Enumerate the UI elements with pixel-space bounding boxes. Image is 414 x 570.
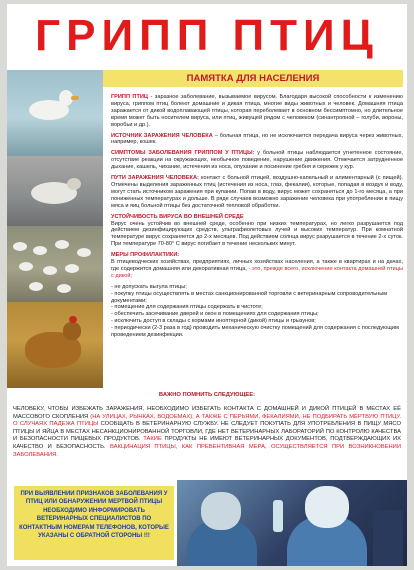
bottom-text-part: ПРОДУКТЫ НЕ ИМЕЮТ ВЕТЕРИНАРНЫХ ДОКУМЕНТОВ, ПОДТВЕРЖДАЮЩИХ ИХ КАЧЕСТВО И БЕЗОПАСНОСТЬ. (13, 436, 401, 450)
photo-lab-workers (177, 480, 407, 566)
bottom-text-part: СООБЩАТЬ В ВЕТЕРИНАРНУЮ СЛУЖБУ. НЕ СЛЕДУЕТ ПОКУПАТЬ ДЛЯ УПОТРЕБЛЕНИЯ В ПИЩУ МЯСО ПТИЦЫ И ЯЙЦА В МЕСТАХ НЕСАНКЦИОНИРОВАННОЙ ТОРГОВЛИ, ГДЕ НЕТ ВЕТЕРИНАРНЫХ ЛАБОРАТОРИЙ ПО КОНТРОЛЮ КАЧЕСТВА И БЕЗОПАСНОСТИ ПИЩЕВЫХ ПРОДУКТОВ. (13, 421, 401, 443)
bottom-text-highlight: ТАКИЕ (143, 436, 162, 443)
prevention-heading: МЕРЫ ПРОФИЛАКТИКИ: (111, 252, 180, 259)
prevention-intro: В птицеводческих хозяйствах, предприятиях, личных хозяйствах населения, а также в квартирах и на дачах, где содержится домашняя или декоративная птица, (111, 259, 403, 272)
prevention-intro-highlight: - это, прежде всего, исключение контакта домашней птицы с дикой; (111, 265, 403, 279)
paragraph-transmission (111, 175, 403, 210)
paragraph-heading: ИСТОЧНИК ЗАРАЖЕНИЯ ЧЕЛОВЕКА (111, 132, 213, 139)
bottom-text (13, 406, 401, 459)
list-item: - не допускать выгула птицы; (111, 283, 187, 290)
paragraph-body: Вирус очень устойчив во внешней среде, особенно при низких температурах, но легко разрушается под действием дезинфицирующих средств, ультрафиолетовых лучей и высоких температур. При комнатной температуре вирус сохраняется до 2-х месяцев. Под действием солнца вирус разрушается в течение 2-х суток. При температуре 70-80° С вирус погибает в течение нескольких минут. (111, 220, 403, 248)
list-item: - исключить доступ в склады с кормами иноптерной (дикой) птицы и грызунов; (111, 318, 316, 325)
list-item: - покупку птицы осуществлять в местах санкционированной торговли с ветеринарным сопроводительным документами; (111, 290, 388, 304)
paragraph-source (111, 133, 403, 147)
list-item: - периодически (2-3 раза в год) проводить механическую очистку помещений для содержания с последующим проведением дезинфекции. (111, 325, 399, 339)
paragraph-prevention (111, 252, 403, 280)
page-title: ГРИПП ПТИЦ (35, 11, 379, 60)
paragraph-body: контакт с больной птицей, воздушно-капельный и алиментарный (с пищей). Отмечены выделения зараженных птиц (истечения из носа, глаз, фекалии), которые, попадая в воздух и воду, могут стать источником заражения при купании. Попав в воду, вирус может сохраняться до 1-го месяца, а при пониженных температурах и дольше. В ряде случаев возможно заражение человека при употреблении в пищу мяса и яиц больной птицы без достаточной тепловой обработки. (111, 175, 403, 209)
paragraph-heading: ПУТИ ЗАРАЖЕНИЯ ЧЕЛОВЕКА: (111, 175, 199, 182)
main-text (111, 94, 403, 339)
paragraph-heading: СИМПТОМЫ ЗАБОЛЕВАНИЯ ГРИППОМ У ПТИЦЫ: (111, 150, 255, 157)
photo-dead-bird (7, 156, 103, 226)
paragraph-definition (111, 94, 403, 129)
paragraph-body: – больная птица, но не исключается передача вируса через животных, например, кошек. (111, 132, 403, 146)
paragraph-resistance (111, 214, 403, 249)
paragraph-symptoms (111, 150, 403, 171)
prevention-list (111, 284, 403, 339)
paragraph-heading: УСТОЙЧИВОСТЬ ВИРУСА ВО ВНЕШНЕЙ СРЕДЕ (111, 213, 244, 220)
notice-box: ПРИ ВЫЯВЛЕНИИ ПРИЗНАКОВ ЗАБОЛЕВАНИЯ У ПТИЦ ИЛИ ОБНАРУЖЕНИИ МЕРТВОЙ ПТИЦЫ НЕОБХОДИМО ИНФОРМИРОВАТЬ ВЕТЕРИНАРНЫХ СПЕЦИАЛИСТОВ ПО КОНТАКТНЫМ НОМЕРАМ ТЕЛЕФОНОВ, КОТОРЫЕ УКАЗАНЫ С ОБРАТНОЙ СТОРОНЫ !!! (14, 486, 174, 560)
list-item: - обеспечить засечивание дверей и окон в помещениях для содержания птицы; (111, 311, 319, 318)
photo-poultry-flock (7, 226, 103, 302)
important-heading: ВАЖНО ПОМНИТЬ СЛЕДУЮЩЕЕ: (158, 392, 256, 398)
paragraph-body: у больной птицы наблюдается угнетенное состояние, отсутствие реакции на окружающих, необычное поведение, нарушение движения. Отмечается затрудненное дыхание, кашель, чихание, истечения из носа, опухание и посинение гребня и сережек у кур. (111, 150, 403, 171)
photo-hen (7, 302, 103, 388)
bottom-text-part: ЧЕЛОВЕКУ, ЧТОБЫ ИЗБЕЖАТЬ ЗАРАЖЕНИЯ, НЕОБХОДИМО ИЗБЕГАТЬ КОНТАКТА С ДОМАШНЕЙ И ДИКОЙ ПТИЦЕЙ В МЕСТАХ ЕЁ МАССОВОГО СКОПЛЕНИЯ (13, 406, 401, 420)
paragraph-body: - заразное заболевание, вызываемое вирусом. Благодаря высокой способности к изменению вируса, гриппом птиц болеют домашние и дикая птица, многие виды животных и человек. Домашняя птица заражается от дикой водоплавающей птицы, которая переболевает в основном бессимптомно, но длительное время может быть носителем вируса, или птиц, живущей рядом с человеком (синантропной – голуби, вороны, воробьи и др.). (111, 94, 404, 128)
paragraph-heading: ГРИПП ПТИЦ (111, 94, 148, 100)
bottom-text-highlight: (НА УЛИЦАХ, РЫНКАХ, ВОДОЕМАХ), А ТАКЖЕ С ПЕРЬЯМИ, ФЕКАЛИЯМИ, НЕ ПОДБИРАТЬ МЁРТВУЮ ПТИЦУ. О СЛУЧАЯХ ПАДЕЖА ПТИЦЫ (13, 413, 401, 428)
list-item: - помещение для содержания птицы содержать в чистоте; (111, 304, 263, 311)
photo-duck (7, 70, 103, 156)
leaflet-page (7, 4, 407, 566)
bottom-text-highlight: ВАКЦИНАЦИЯ ПТИЦЫ, КАК ПРЕВЕНТИВНАЯ МЕРА, ОСУЩЕСТВЛЯЕТСЯ ПРИ ВОЗНИКНОВЕНИИ ЗАБОЛЕВАНИЯ. (13, 443, 401, 458)
banner-heading: ПАМЯТКА ДЛЯ НАСЕЛЕНИЯ (103, 70, 403, 87)
